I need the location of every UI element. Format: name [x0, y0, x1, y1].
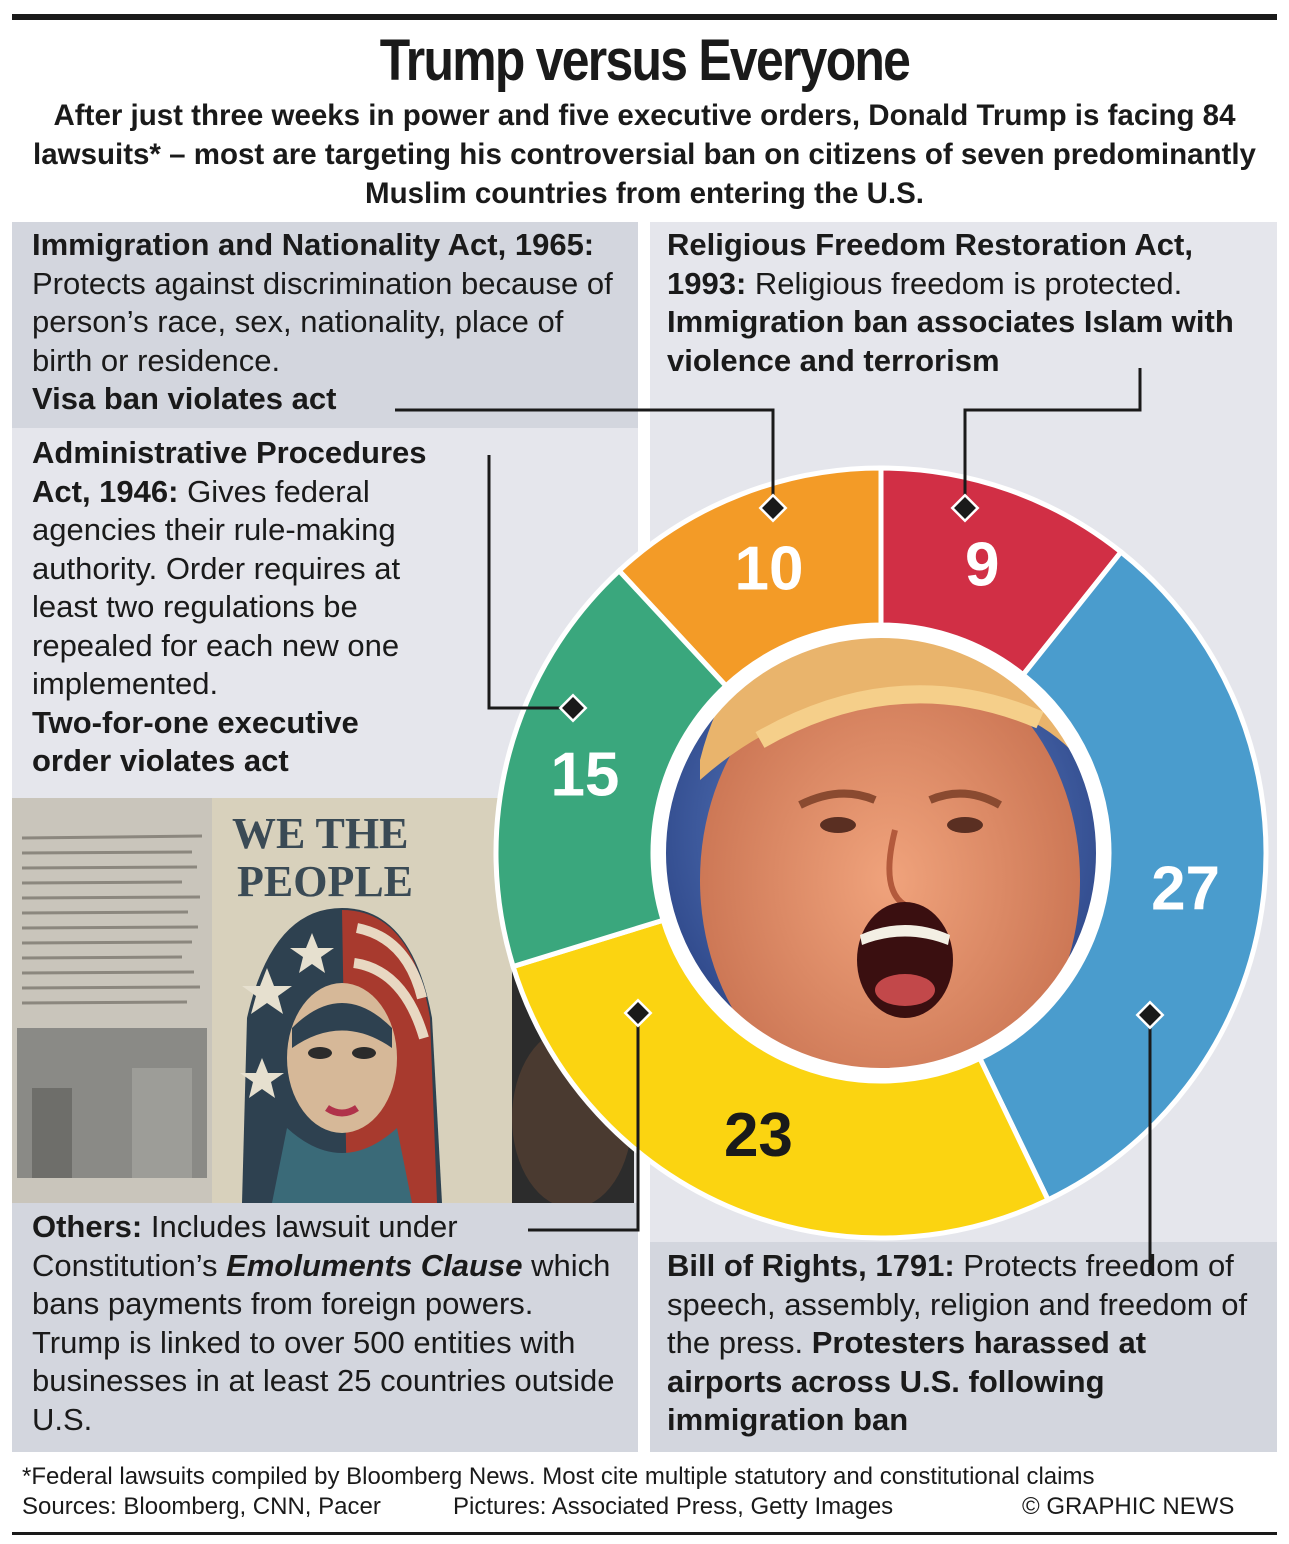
- footer-note: *Federal lawsuits compiled by Bloomberg News. Most cite multiple statutory and constitutional claims: [22, 1463, 1095, 1490]
- ina-verdict: Visa ban violates act: [32, 381, 337, 416]
- bor-heading: Bill of Rights, 1791:: [667, 1248, 955, 1283]
- footer-credit: © GRAPHIC NEWS: [1022, 1493, 1235, 1520]
- rfra-heading: Religious Freedom Restoration Act, 1993:: [667, 227, 1193, 301]
- footer-sources: Sources: Bloomberg, CNN, Pacer: [22, 1493, 381, 1520]
- others-emphasis: Emoluments Clause: [226, 1247, 523, 1283]
- donut-value-label-3: 27: [1151, 854, 1221, 924]
- apa-body: Gives federal agencies their rule-making authority. Order requires at least two regulations be repealed for each new one implemented.: [32, 473, 401, 701]
- donut-value-label-4: 23: [723, 1100, 793, 1170]
- bottom-rule: [12, 1532, 1277, 1535]
- ina-body: Protects against discrimination because of person’s race, sex, nationality, place of birth or residence.: [32, 265, 613, 378]
- rfra-body: Religious freedom is protected.: [746, 265, 1183, 301]
- page-subtitle: After just three weeks in power and five executive orders, Donald Trump is facing 84 lawsuits* – most are targeting his controversial ban on citizens of seven predominantly Muslim countries from entering the U.S.: [33, 99, 1256, 210]
- ina-heading: Immigration and Nationality Act, 1965:: [32, 227, 595, 262]
- apa-heading: Administrative Procedures Act, 1946:: [32, 435, 427, 509]
- footer-pictures: Pictures: Associated Press, Getty Images: [453, 1493, 894, 1520]
- donut-value-label-2: 9: [964, 530, 1000, 600]
- donut-value-label-1: 10: [734, 534, 804, 604]
- donut-value-label-5: 15: [550, 740, 620, 810]
- ina-leader-line: [395, 410, 773, 500]
- others-heading: Others:: [32, 1209, 143, 1244]
- page-title: Trump versus Everyone: [379, 28, 910, 93]
- apa-verdict: Two-for-one executive order violates act: [32, 704, 359, 778]
- rfra-verdict: Immigration ban associates Islam with violence and terrorism: [667, 304, 1234, 378]
- newspaper-headline-1: WE THE: [232, 809, 409, 858]
- rfra-leader-line: [965, 368, 1140, 500]
- others-body-2: which bans payments from foreign powers. Trump is linked to over 500 entities with businesses in at least 25 countries outside U.S.: [32, 1247, 615, 1437]
- bor-body: Protects freedom of speech, assembly, religion and freedom of the press.: [667, 1248, 1248, 1360]
- newspaper-headline-2: PEOPLE: [237, 857, 414, 906]
- bor-verdict: Protesters harassed at airports across U.S. following immigration ban: [667, 1325, 1147, 1437]
- others-body-1: Includes lawsuit under Constitution’s: [32, 1209, 458, 1283]
